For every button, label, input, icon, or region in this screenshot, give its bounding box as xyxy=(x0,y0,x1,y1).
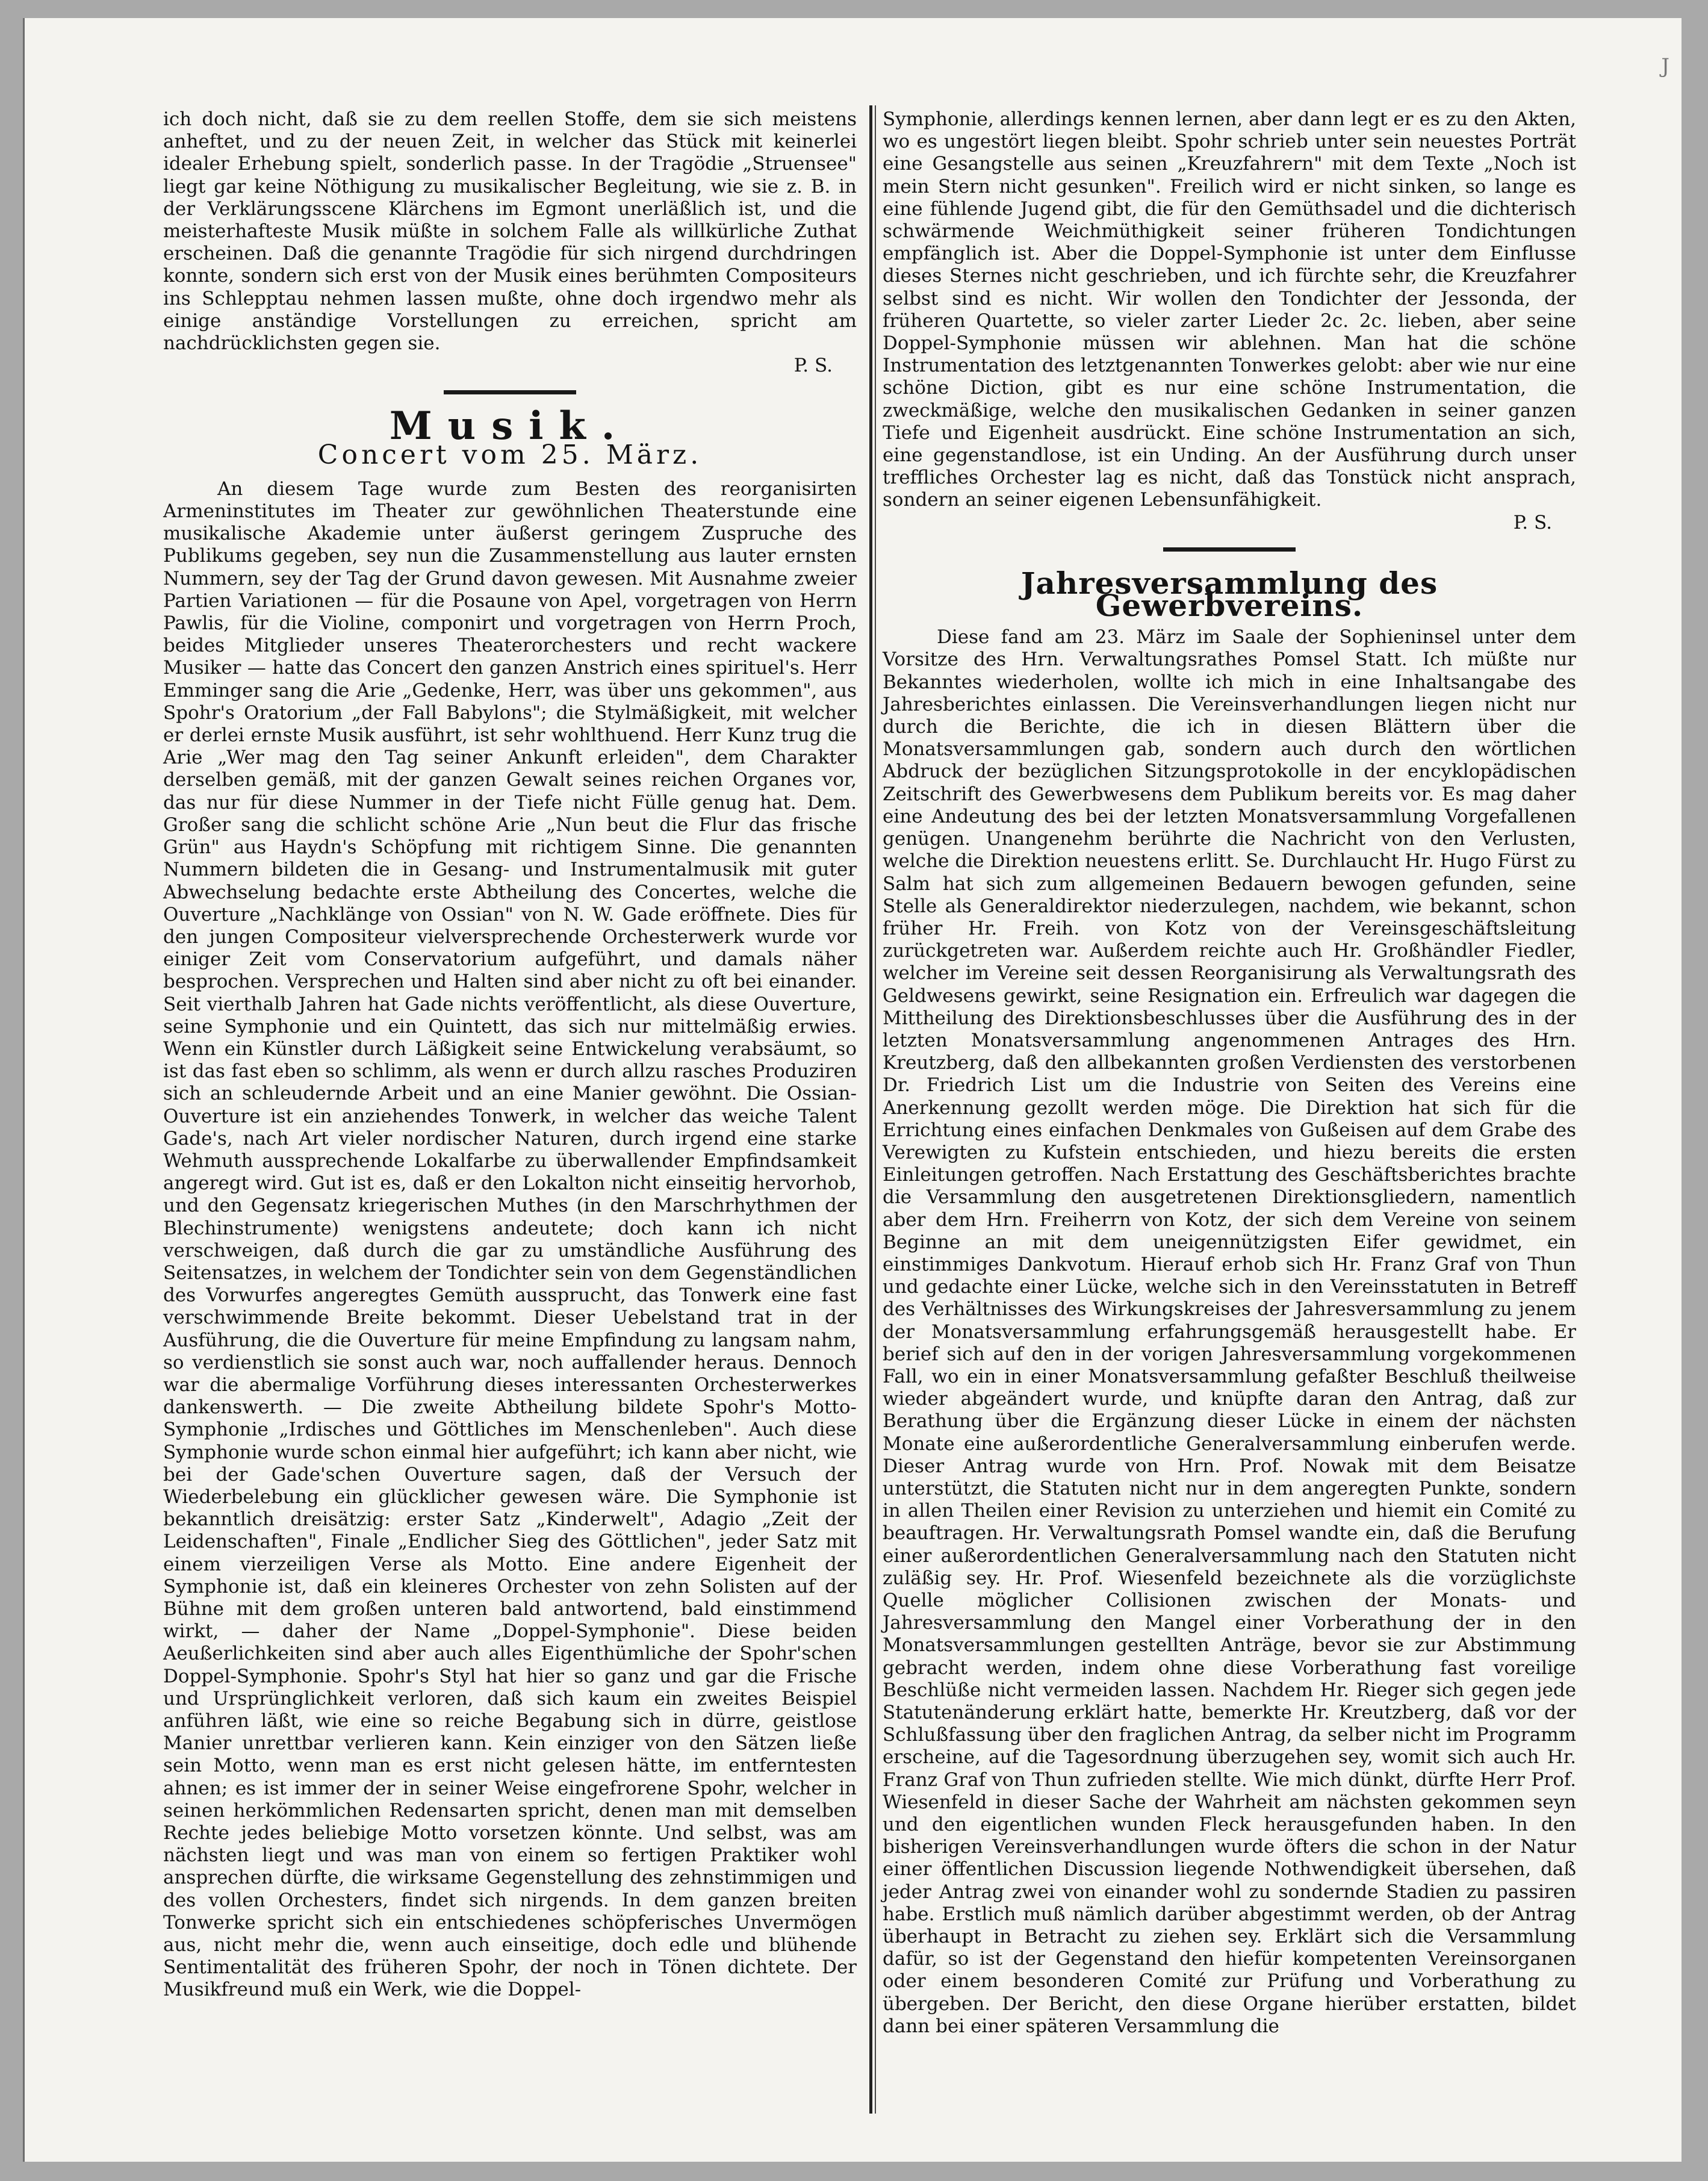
page-edge-mark: J xyxy=(1661,54,1669,78)
continuation-paragraph: Symphonie, allerdings kennen lernen, aber dann legt er es zu den Akten, wo es ungestört liegen bleibt. Spohr schrieb unter sein neuestes Porträt eine Gesangstelle aus seinen „Kreuzfahrern" mit dem Texte „Noch ist mein Stern nicht gesunken". Freilich wird er nicht sinken, so lange es eine fühlende Jugend gibt, die für den Gemüthsadel und die dichterisch schwärmende Weichmüthigkeit seiner früheren Tondichtungen empfänglich ist. Aber die Doppel-Symphonie ist unter dem Einflusse dieses Sternes nicht geschrieben, und ich fürchte sehr, die Kreuzfahrer selbst sind es nicht. Wir wollen den Tondichter der Jessonda, der früheren Quartette, so vieler zarter Lieder 2c. 2c. lieben, aber seine Doppel-Symphonie müssen wir ablehnen. Man hat die schöne Instrumentation des letztgenannten Tonwerkes gelobt: aber wie nur eine schöne Diction, gibt es nur eine schöne Instrumentation, die zweckmäßige, welche den musikalischen Gedanken in seiner ganzen Tiefe und Eigenheit ausdrückt. Eine schöne Instrumentation an sich, eine gegenstandlose, ist ein Unding. An der Ausführung durch unser treffliches Orchester lag es nicht, daß das Tonstück nicht ansprach, sondern an seiner eigenen Lebensunfähigkeit. xyxy=(883,108,1576,511)
article-divider xyxy=(1163,547,1296,552)
newspaper-page xyxy=(23,18,1682,2162)
assembly-report-body: Diese fand am 23. März im Saale der Sophieninsel unter dem Vorsitze des Hrn. Verwaltungsrathes Pomsel Statt. Ich müßte nur Bekanntes wiederholen, wollte ich mich in eine Inhaltsangabe des Jahresberichtes einlassen. Die Vereinsverhandlungen liegen nicht nur durch die Berichte, die ich in diesen Blättern über die Monatsversammlungen gab, sondern auch durch den wörtlichen Abdruck der bezüglichen Sitzungsprotokolle in der encyklopädischen Zeitschrift des Gewerbwesens dem Publikum bereits vor. Es mag daher eine Andeutung des bei der letzten Monatsversammlung Vorgefallenen genügen. Unangenehm berührte die Nachricht von den Verlusten, welche die Direktion neuestens erlitt. Se. Durchlaucht Hr. Hugo Fürst zu Salm hat sich zum allgemeinen Bedauern bewogen gefunden, seine Stelle als Generaldirektor niederzulegen, nachdem, wie bekannt, schon früher Hr. Freih. von Kotz von der Vereinsgeschäftsleitung zurückgetreten war. Außerdem reichte auch Hr. Großhändler Fiedler, welcher im Vereine seit dessen Reorganisirung als Verwaltungsrath des Geldwesens gewirkt, seine Resignation ein. Erfreulich war dagegen die Mittheilung des Direktionsbeschlusses über die Ausführung des in der letzten Monatsversammlung angenommenen Antrages des Hrn. Kreutzberg, daß den allbekannten großen Verdiensten des verstorbenen Dr. Friedrich List um die Industrie von Seiten des Vereins eine Anerkennung gezollt werden möge. Die Direktion hat sich für die Errichtung eines einfachen Denkmales von Gußeisen auf dem Grabe des Verewigten zu Kufstein entschieden, und hiezu bereits die ersten Einleitungen getroffen. Nach Erstattung des Geschäftsberichtes brachte die Versammlung den ausgetretenen Direktionsgliedern, namentlich aber dem Hrn. Freiherrn von Kotz, der sich dem Vereine von seinem Beginne an mit dem uneigennützigsten Eifer gewidmet, ein einstimmiges Dankvotum. Hierauf erhob sich Hr. Franz Graf von Thun und gedachte einer Lücke, welche sich in den Vereinsstatuten in Betreff des Verhältnisses des Wirkungskreises der Jahresversammlung zu jenem der Monatsversammlung erfahrungsgemäß herausgestellt habe. Er berief sich auf den in der vorigen Jahresversammlung vorgekommenen Fall, wo ein in einer Monatsversammlung gefaßter Beschluß theilweise wieder abgeändert wurde, und knüpfte daran den Antrag, daß zur Berathung über die Ergänzung dieser Lücke in einem der nächsten Monate eine außerordentliche Generalversammlung einberufen werde. Dieser Antrag wurde von Hrn. Prof. Nowak mit dem Beisatze unterstützt, die Statuten nicht nur in dem angeregten Punkte, sondern in allen Theilen einer Revision zu unterziehen und hiemit ein Comité zu beauftragen. Hr. Verwaltungsrath Pomsel wandte ein, daß die Berufung einer außerordentlichen Generalversammlung nach den Statuten nicht zuläßig sey. Hr. Prof. Wiesenfeld bezeichnete als die vorzüglichste Quelle möglicher Collisionen zwischen der Monats- und Jahresversammlung den Mangel einer Vorberathung der in den Monatsversammlungen gestellten Anträge, bevor sie zur Abstimmung gebracht werden, indem ohne diese Vorberathung fast voreilige Beschlüße nicht vermeiden lassen. Nachdem Hr. Rieger sich gegen jede Statutenänderung erklärt hatte, bemerkte Hr. Kreutzberg, daß vor der Schlußfassung über den fraglichen Antrag, da selber nicht im Programm erscheine, auf die Tagesordnung überzugehen sey, womit sich auch Hr. Franz Graf von Thun zufrieden stellte. Wie mich dünkt, dürfte Herr Prof. Wiesenfeld in dieser Sache der Wahrheit am nächsten gekommen seyn und den eigentlichen wunden Fleck herausgefunden haben. In den bisherigen Vereinsverhandlungen wurde öfters die schon in der Natur einer öffentlichen Discussion liegende Nothwendigkeit übersehen, daß jeder Antrag zwei von einander wohl zu sondernde Stadien zu passiren habe. Erstlich muß nämlich darüber abgestimmt werden, ob der Antrag überhaupt in Betracht zu ziehen sey. Erklärt sich die Versammlung dafür, so ist der Gegenstand den hiefür kompetenten Vereinsorganen oder einem besonderen Comité zur Prüfung und Vorberathung zu übergeben. Der Bericht, den diese Organe hierüber erstatten, bildet dann bei einer späteren Versammlung die xyxy=(883,626,1576,2037)
left-column xyxy=(163,108,857,2002)
section-divider xyxy=(444,390,576,394)
column-divider xyxy=(869,105,872,2114)
intro-paragraph: ich doch nicht, daß sie zu dem reellen Stoffe, dem sie sich meistens anheftet, und zu der neuen Zeit, in welcher das Stück mit keinerlei idealer Erhebung spielt, sonderlich passe. In der Tragödie „Struensee" liegt gar keine Nöthigung zu musikalischer Begleitung, wie sie z. B. in der Verklärungsscene Klärchens im Egmont unerläßlich ist, und die meisterhafteste Musik müßte in solchem Falle als willkürliche Zuthat erscheinen. Daß die genannte Tragödie für sich nirgend durchdringen konnte, sondern sich erst von der Musik eines berühmten Compositeurs ins Schlepptau nehmen lassen mußte, ohne doch irgendwo mehr als einige anständige Vorstellungen zu erreichen, spricht am nachdrücklichsten gegen sie. xyxy=(163,108,857,355)
article-title: Jahresversammlung des Gewerbvereins. xyxy=(1020,565,1438,624)
column-divider-thin xyxy=(875,105,876,2114)
concert-review-body: An diesem Tage wurde zum Besten des reorganisirten Armeninstitutes im Theater zur gewöhnlichen Theaterstunde eine musikalische Akademie unter äußerst geringem Zuspruche des Publikums gegeben, sey nun die Zusammenstellung aus lauter ernsten Nummern, sey der Tag der Grund davon gewesen. Mit Ausnahme zweier Partien Variationen — für die Posaune von Apel, vorgetragen von Herrn Pawlis, für die Violine, componirt und vorgetragen von Herrn Proch, beides Mitglieder unseres Theaterorchesters und recht wackere Musiker — hatte das Concert den ganzen Anstrich eines spirituel's. Herr Emminger sang die Arie „Gedenke, Herr, was über uns gekommen", aus Spohr's Oratorium „der Fall Babylons"; die Stylmäßigkeit, mit welcher er derlei ernste Musik ausführt, ist sehr wohlthuend. Herr Kunz trug die Arie „Wer mag den Tag seiner Ankunft erleiden", dem Charakter derselben gemäß, mit der ganzen Gewalt seines reichen Organes vor, das nur für diese Nummer in der Tiefe nicht Fülle genug hat. Dem. Großer sang die schlicht schöne Arie „Nun beut die Flur das frische Grün" aus Haydn's Schöpfung mit richtigem Sinne. Die genannten Nummern bildeten die in Gesang- und Instrumentalmusik mit guter Abwechselung bedachte erste Abtheilung des Concertes, welche die Ouverture „Nachklänge von Ossian" von N. W. Gade eröffnete. Dies für den jungen Compositeur vielversprechende Orchesterwerk wurde vor einiger Zeit vom Conservatorium aufgeführt, und damals näher besprochen. Versprechen und Halten sind aber nicht zu oft bei einander. Seit vierthalb Jahren hat Gade nichts veröffentlicht, als diese Ouverture, seine Symphonie und ein Quintett, das sich nur mittelmäßig erwies. Wenn ein Künstler durch Läßigkeit seine Entwickelung verabsäumt, so ist das fast eben so schlimm, als wenn er durch allzu rasches Produziren sich an schleudernde Arbeit und an eine Manier gewöhnt. Die Ossian-Ouverture ist ein anziehendes Tonwerk, in welcher das weiche Talent Gade's, nach Art vieler nordischer Naturen, durch irgend eine starke Wehmuth aussprechende Lokalfarbe zu überwallender Empfindsamkeit angeregt wird. Gut ist es, daß er den Lokalton nicht einseitig hervorhob, und den Gegensatz kriegerischen Muthes (in den Marschrhythmen der Blechinstrumente) wenigstens andeutete; doch kann ich nicht verschweigen, daß durch die gar zu umständliche Ausführung des Seitensatzes, in welchem der Tondichter sein von dem Gegenständlichen des Vorwurfes angeregtes Gemüth aussprucht, das Tonwerk eine fast verschwimmende Breite bekommt. Dieser Uebelstand trat in der Ausführung, die die Ouverture für meine Empfindung zu langsam nahm, so verdienstlich sie sonst auch war, noch auffallender heraus. Dennoch war die abermalige Vorführung dieses interessanten Orchesterwerkes dankenswerth. — Die zweite Abtheilung bildete Spohr's Motto-Symphonie „Irdisches und Göttliches im Menschenleben". Auch diese Symphonie wurde schon einmal hier aufgeführt; ich kann aber nicht, wie bei der Gade'schen Ouverture sagen, daß der Versuch der Wiederbelebung ein glücklicher gewesen wäre. Die Symphonie ist bekanntlich dreisätzig: erster Satz „Kinderwelt", Adagio „Zeit der Leidenschaften", Finale „Endlicher Sieg des Göttlichen", jeder Satz mit einem vierzeiligen Verse als Motto. Eine andere Eigenheit der Symphonie ist, daß ein kleineres Orchester von zehn Solisten auf der Bühne mit dem großen unteren bald antwortend, bald einstimmend wirkt, — daher der Name „Doppel-Symphonie". Diese beiden Aeußerlichkeiten sind aber auch alles Eigenthümliche der Spohr'schen Doppel-Symphonie. Spohr's Styl hat hier so ganz und gar die Frische und Ursprünglichkeit verloren, daß sich kaum ein zweites Beispiel anführen läßt, wie eine so reiche Begabung sich in dürre, geistlose Manier unrettbar verlieren kann. Kein einziger von den Sätzen ließe sein Motto, wenn man es erst nicht gelesen hätte, im entferntesten ahnen; es ist immer der in seiner Weise eingefrorene Spohr, welcher in seinen herkömmlichen Redensarten spricht, denen man mit demselben Rechte jedes beliebige Motto vorsetzen könnte. Und selbst, was am nächsten liegt und was man von einem so fertigen Praktiker wohl ansprechen dürfte, die wirksame Gegenstellung des zehnstimmigen und des vollen Orchesters, findet sich nirgends. In dem ganzen breiten Tonwerke spricht sich ein entschiedenes schöpferisches Unvermögen aus, nicht mehr die, wenn auch einseitige, doch edle und blühende Sentimentalität des früheren Spohr, der noch in Tönen dichtete. Der Musikfreund muß ein Werk, wie die Doppel- xyxy=(163,478,857,2001)
section-title: Musik. xyxy=(389,403,631,449)
intro-signature: P. S. xyxy=(793,355,833,377)
right-column xyxy=(883,108,1576,2038)
continuation-signature: P. S. xyxy=(1513,511,1552,534)
article-subtitle: Concert vom 25. März. xyxy=(317,439,703,470)
